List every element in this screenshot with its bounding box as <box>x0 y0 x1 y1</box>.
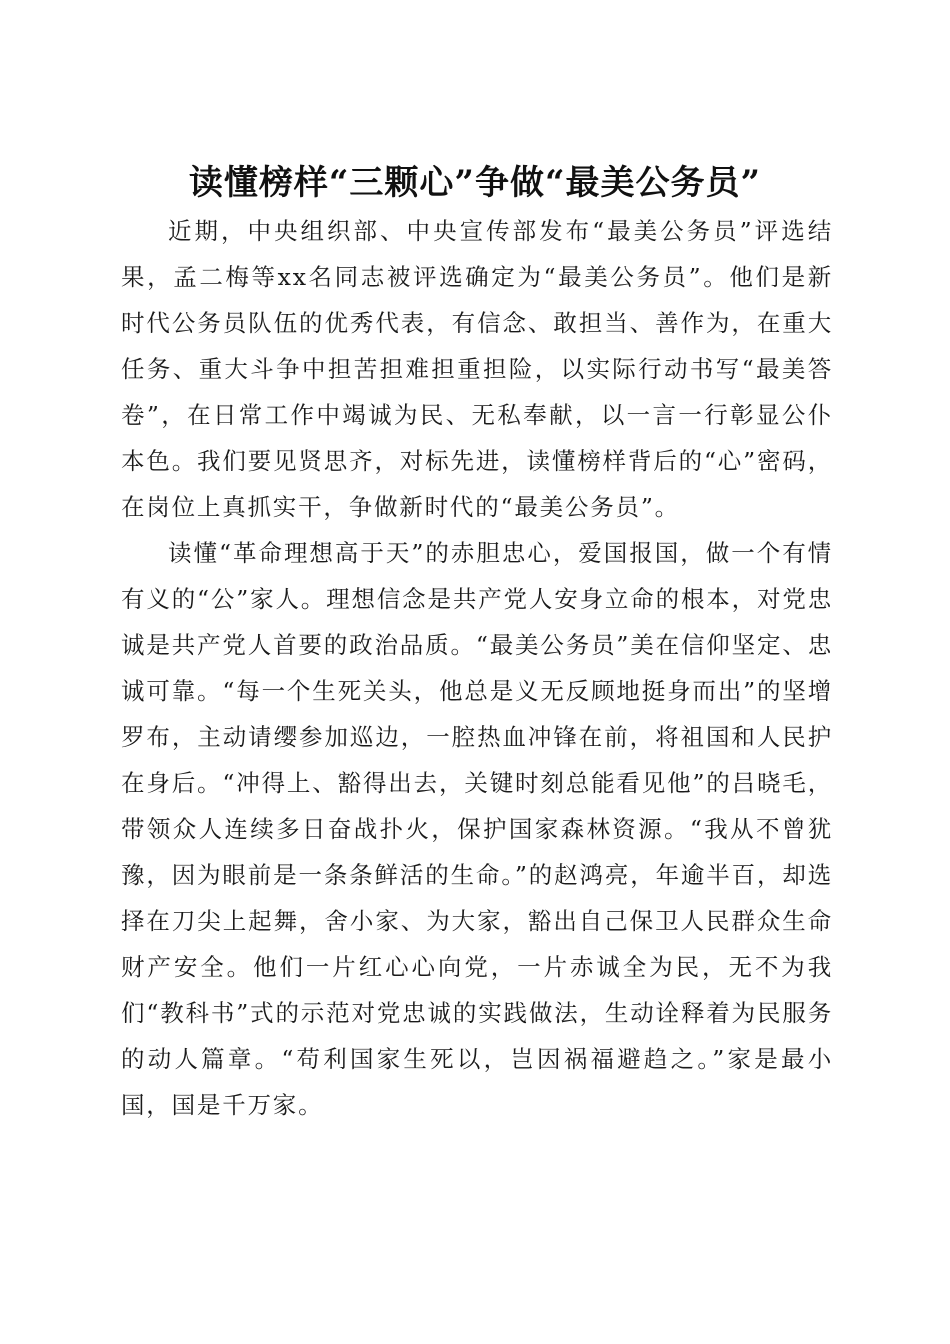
document-title: 读懂榜样“三颗心”争做“最美公务员” <box>188 162 762 203</box>
paragraph-intro: 近期，中央组织部、中央宣传部发布“最美公务员”评选结果，孟二梅等xx名同志被评选确定为“最美公务员”。他们是新时代公务员队伍的优秀代表，有信念、敢担当、善作为，在重大任务、重大斗争中担苦担难担重担险，以实际行动书写“最美答卷”，在日常工作中竭诚为民、无私奉献，以一言一行彰显公仆本色。我们要见贤思齐，对标先进，读懂榜样背后的“心”密码，在岗位上真抓实干，争做新时代的“最美公务员”。 <box>121 217 833 521</box>
paragraph-loyalty: 读懂“革命理想高于天”的赤胆忠心，爱国报国，做一个有情有义的“公”家人。理想信念是共产党人安身立命的根本，对党忠诚是共产党人首要的政治品质。“最美公务员”美在信仰坚定、忠诚可靠。“每一个生死关头，他总是义无反顾地挺身而出”的坚增罗布，主动请缨参加巡边，一腔热血冲锋在前，将祖国和人民护在身后。“冲得上、豁得出去，关键时刻总能看见他”的吕晓毛，带领众人连续多日奋战扑火，保护国家森林资源。“我从不曾犹豫，因为眼前是一条条鲜活的生命。”的赵鸿亮，年逾半百，却选择在刀尖上起舞，舍小家、为大家，豁出自己保卫人民群众生命财产安全。他们一片红心心向党，一片赤诚全为民，无不为我们“教科书”式的示范对党忠诚的实践做法，生动诠释着为民服务的动人篇章。“苟利国家生死以，岂因祸福避趋之。”家是最小国，国是千万家。 <box>121 539 833 1119</box>
document-body <box>121 208 833 1128</box>
